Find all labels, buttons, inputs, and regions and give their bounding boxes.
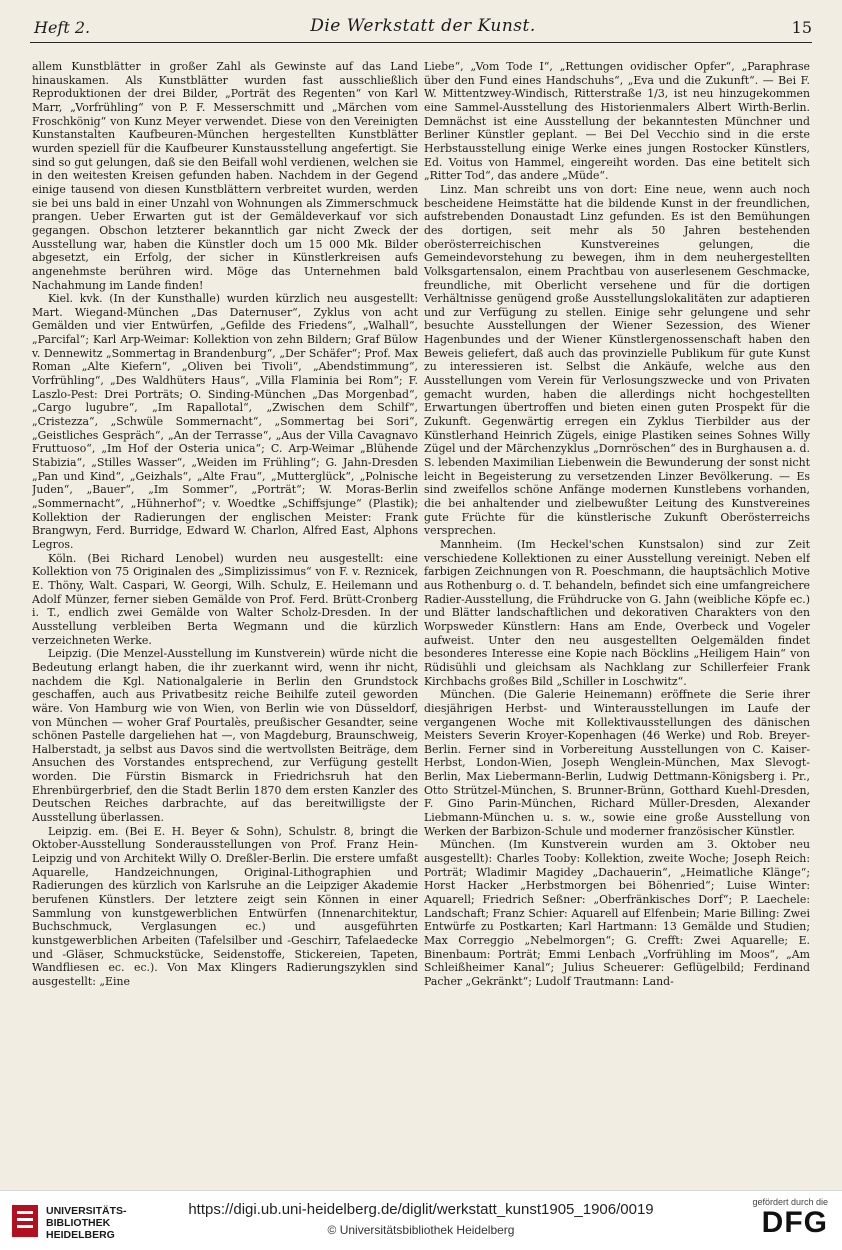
- paragraph: München. (Die Galerie Heinemann) eröffnete die Serie ihrer diesjährigen Herbst- und Winterausstellungen im Laufe der vergangenen Woche mit Kollektivausstellungen des dänischen Meisters Severin Kroyer-Kopenhagen (46 Werke) und Rob. Breyer-Berlin. Ferner sind in Vorbereitung Ausstellungen von C. Kaiser-Herbst, London-Wien, Joseph Wenglein-München, Max Slevogt-Berlin, Max Liebermann-Berlin, Ludwig Dettmann-Königsberg i. Pr., Otto Strützel-München, S. Brunner-Brünn, Gotthard Kuehl-Dresden, F. Gino Parin-München, Richard Müller-Dresden, Alexander Liebmann-München u. s. w., sowie eine große Ausstellung von Werken der Barbizon-Schule und moderner französischer Künstler.: [424, 688, 810, 838]
- copyright-notice: © Universitätsbibliothek Heidelberg: [327, 1223, 515, 1237]
- paragraph: München. (Im Kunstverein wurden am 3. Oktober neu ausgestellt): Charles Tooby: Kollektion, zweite Woche; Joseph Reich: Porträt; Wladimir Magidey „Dachauerin“, „Heimatliche Klänge“; Horst Hacker „Herbstmorgen bei Böhenried“; Luise Winter: Aquarell; Friedrich Seßner: „Oberfränkisches Dorf“; P. Laechele: Landschaft; Franz Schier: Aquarell auf Elfenbein; Marie Billing: Zwei Entwürfe zu Postkarten; Karl Hartmann: 13 Gemälde und Studien; Max Correggio „Nebelmorgen“; G. Crefft: Zwei Aquarelle; E. Binenbaum: Porträt; Emmi Lenbach „Vorfrühling im Moos“, „Am Schleißheimer Kanal“; Julius Scheuerer: Geflügelbild; Ferdinand Pacher „Gekränkt“; Ludolf Trautmann: Land-: [424, 838, 810, 988]
- dfg-logo: DFG: [761, 1206, 828, 1239]
- issue-label: Heft 2.: [34, 18, 91, 37]
- paragraph: Leipzig. em. (Bei E. H. Beyer & Sohn), Schulstr. 8, bringt die Oktober-Ausstellung Sonderausstellungen von Prof. Franz Hein-Leipzig und von Architekt Willy O. Dreßler-Berlin. Die erstere umfaßt Aquarelle, Handzeichnungen, Original-Lithographien und Radierungen des kürzlich von Karlsruhe an die Leipziger Akademie berufenen Künstlers. Der letztere zeigt sein Können in einer Sammlung von kunstgewerblichen Entwürfen (Innenarchitektur, Buchschmuck, Verglasungen ec.) und ausgeführten kunstgewerblichen Arbeiten (Tafelsilber und -Geschirr, Tafelaedecke und -Gläser, Schmuckstücke, Seidenstoffe, Stickereien, Tapeten, Wandfliesen ec. ec.). Von Max Klingers Radierungszyklen sind ausgestellt: „Eine: [32, 824, 418, 988]
- right-column: [424, 60, 810, 1180]
- library-name-line: BIBLIOTHEK: [46, 1217, 111, 1229]
- journal-title: Die Werkstatt der Kunst.: [310, 16, 536, 36]
- page-number: 15: [791, 18, 812, 37]
- paragraph: allem Kunstblätter in großer Zahl als Gewinste auf das Land hinauskamen. Als Kunstblätter wurden fast ausschließlich Reproduktionen der drei Bilder, „Porträt des Regenten“ von Karl Marr, „Vorfrühling“ von P. F. Messerschmitt und „Märchen vom Froschkönig“ von Kunz Meyer verwendet. Diese von den Vereinigten Kunstanstalten Kaufbeuren-München hergestellten Kunstblätter wurden speziell für die Kaufbeurer Kunstausstellung angefertigt. Sie sind so gut gelungen, daß sie den Beifall wohl verdienen, welchen sie in den weitesten Kreisen gefunden haben. Nachdem in der Gegend einige tausend von diesen Kunstblättern verbreitet wurden, werden sie bei uns bald in einer Unzahl von Wohnungen als Zimmerschmuck prangen. Ueber Erwarten gut ist der Gemäldeverkauf vor sich gegangen. Obschon letzterer bekanntlich gar nicht Zweck der Ausstellung war, haben die Künstler doch um 15 000 Mk. Bilder abgesetzt, ein Erfolg, der sicher in Künstlerkreisen aufs angenehmste berühren wird. Möge das Unternehmen bald Nachahmung im Lande finden!: [32, 60, 418, 292]
- paragraph: Linz. Man schreibt uns von dort: Eine neue, wenn auch noch bescheidene Heimstätte hat die bildende Kunst in der freundlichen, aufstrebenden Donaustadt Linz gefunden. Es ist den Bemühungen des dortigen, seit mehr als 50 Jahren bestehenden oberösterreichischen Kunstvereines gelungen, die Gemeindevorstehung zu bewegen, ihm in dem neuhergestellten Volksgartensalon, einem Prachtbau von auserlesenem Geschmacke, freundliche, mit Oberlicht versehene und für die dortigen Verhältnisse genügend große Ausstellungslokalitäten zur adaptieren und zur Verfügung zu stellen. Einige sehr gelungene und sehr besuchte Ausstellungen der Wiener Sezession, des Wiener Hagenbundes und der Wiener Künstlergenossenschaft haben den Beweis geliefert, daß auch das provinzielle Publikum für gute Kunst zu interessieren ist. Selbst die Ankäufe, welche aus den Ausstellungen vom Verein für Verlosungszwecke und von Privaten gemacht wurden, haben die allerdings nicht hochgestellten Erwartungen übertroffen und bieten einen guten Prospekt für die Zukunft. Gegenwärtig erregen ein Zyklus Tierbilder aus der Künstlerhand Heinrich Zügels, einige Plastiken seines Sohnes Willy Zügel und der Märchenzyklus „Dornröschen“ des in Burghausen a. d. S. lebenden Maximilian Liebenwein die Bewunderung der sonst nicht leicht in Begeisterung zu versetzenden Linzer Bevölkerung. — Es sind zweifellos schöne Anfänge modernen Kunstlebens vorhanden, die bei anhaltender und zielbewußter Leitung des Kunstvereines gute Früchte für die künstlerische Zukunft Oberösterreichs versprechen.: [424, 182, 810, 538]
- header-rule: [30, 42, 812, 43]
- viewer-footer: [0, 1190, 842, 1250]
- left-column: [32, 60, 418, 1180]
- permalink[interactable]: https://digi.ub.uni-heidelberg.de/diglit/werkstatt_kunst1905_1906/0019: [188, 1201, 654, 1218]
- running-header: [34, 14, 812, 40]
- library-name-line: HEIDELBERG: [46, 1229, 115, 1241]
- paragraph: Leipzig. (Die Menzel-Ausstellung im Kunstverein) würde nicht die Bedeutung erlangt haben, die ihr zuerkannt wird, wenn ihr nicht, nachdem die Kgl. Nationalgalerie in Berlin den Grundstock geschaffen, auch aus Privatbesitz reiche Beihilfe zuteil geworden wäre. Von Hamburg wie von Wien, von Berlin wie von Düsseldorf, von München — woher Graf Pourtalès, preußischer Gesandter, seine schönen Pastelle dargeliehen hat —, von Magdeburg, Braunschweig, Halberstadt, ja selbst aus Davos sind die wertvollsten Beiträge, dem Ansuchen des Vorstandes entsprechend, zur Verfügung gestellt worden. Die Fürstin Bismarck in Friedrichsruh hat den Ehrenbürgerbrief, den die Stadt Berlin 1870 dem ersten Kanzler des Deutschen Reiches darbrachte, auf das bereitwilligste der Ausstellung überlassen.: [32, 647, 418, 825]
- funding-note: gefördert durch die: [752, 1197, 828, 1207]
- paragraph: Liebe“, „Vom Tode I“, „Rettungen ovidischer Opfer“, „Paraphrase über den Fund eines Handschuhs“, „Eva und die Zukunft“. — Bei F. W. Mittentzwey-Windisch, Ritterstraße 1/3, ist neu hinzugekommen eine Sammel-Ausstellung des Historienmalers Albert Wirth-Berlin. Demnächst ist eine Ausstellung der bekanntesten Münchner und Berliner Künstler geplant. — Bei Del Vecchio sind in die erste Herbstausstellung einige Werke eines jungen Rostocker Künstlers, Ed. Voitus von Hammel, eingereiht worden. Das eine betitelt sich „Ritter Tod“, das andere „Müde“.: [424, 60, 810, 183]
- paragraph: Kiel. kvk. (In der Kunsthalle) wurden kürzlich neu ausgestellt: Mart. Wiegand-München „Das Daternuser“, Zyklus von acht Gemälden und vier Entwürfen, „Gefilde des Friedens“, „Walhall“, „Parcifal“; Karl Arp-Weimar: Kollektion von zehn Bildern; Graf Bülow v. Dennewitz „Sommertag in Brandenburg“, „Der Schäfer“; Prof. Max Roman „Alte Kiefern“, „Oliven bei Tivoli“, „Abendstimmung“, Vorfrühling“, „Des Waldhüters Haus“, „Villa Flaminia bei Rom“; F. Laszlo-Pest: Drei Porträts; O. Sinding-München „Das Morgenbad“, „Cargo lugubre“, „Im Rapallotal“, „Zwischen dem Schilf“, „Cristezza“, „Schwüle Sommernacht“, „Sommertag bei Sori“, „Geistliches Gespräch“, „An der Terrasse“, „Aus der Villa Cavagnavo Fruttuoso“, „Im Hof der Osteria unica“; C. Arp-Weimar „Blühende Stabizia“, „Stilles Wasser“, „Weiden im Frühling“; G. Jahn-Dresden „Pan und Kind“, „Geizhals“, „Alte Frau“, „Mutterglück“, „Polnische Juden“, „Bauer“, „Im Sommer“, „Porträt“; W. Moras-Berlin „Sommernacht“, „Hühnerhof“; v. Woedtke „Schiffsjunge“ (Plastik); Kollektion der Radierungen der englischen Meister: Frank Brangwyn, Ferd. Burridge, Edward W. Charlon, Alfred East, Alphons Legros.: [32, 292, 418, 551]
- library-name-line: UNIVERSITÄTS-: [46, 1205, 127, 1217]
- paragraph: Mannheim. (Im Heckel'schen Kunstsalon) sind zur Zeit verschiedene Kollektionen zu einer Ausstellung vereinigt. Neben elf farbigen Zeichnungen von R. Poeschmann, die hauptsächlich Motive aus Rothenburg o. d. T. behandeln, befindet sich eine umfangreichere Radier-Ausstellung, die Frühdrucke von G. Jahn (weibliche Köpfe ec.) und Blätter landschaftlichen und dekorativen Charakters von den Worpsweder Künstlern: Hans am Ende, Overbeck und Vogeler aufweist. Unter den neu ausgestellten Oelgemälden findet besonderes Interesse eine Kopie nach Böcklins „Heiligem Hain“ von Rüdisühli und gleichsam als Nachklang zur Schillerfeier Frank Kirchbachs großes Bild „Schiller in Loschwitz“.: [424, 537, 810, 688]
- paragraph: Köln. (Bei Richard Lenobel) wurden neu ausgestellt: eine Kollektion von 75 Originalen des „Simplizissimus“ von F. v. Reznicek, E. Thöny, Walt. Caspari, W. Georgi, Wilh. Schulz, E. Heilemann und Adolf Münzer, ferner sieben Gemälde von Prof. Ferd. Brütt-Cronberg i. T., endlich zwei Gemälde von Walter Scholz-Dresden. In der Ausstellung verbleiben Berta Wegmann und die kürzlich verzeichneten Werke.: [32, 551, 418, 647]
- funder-logo[interactable]: [728, 1197, 828, 1245]
